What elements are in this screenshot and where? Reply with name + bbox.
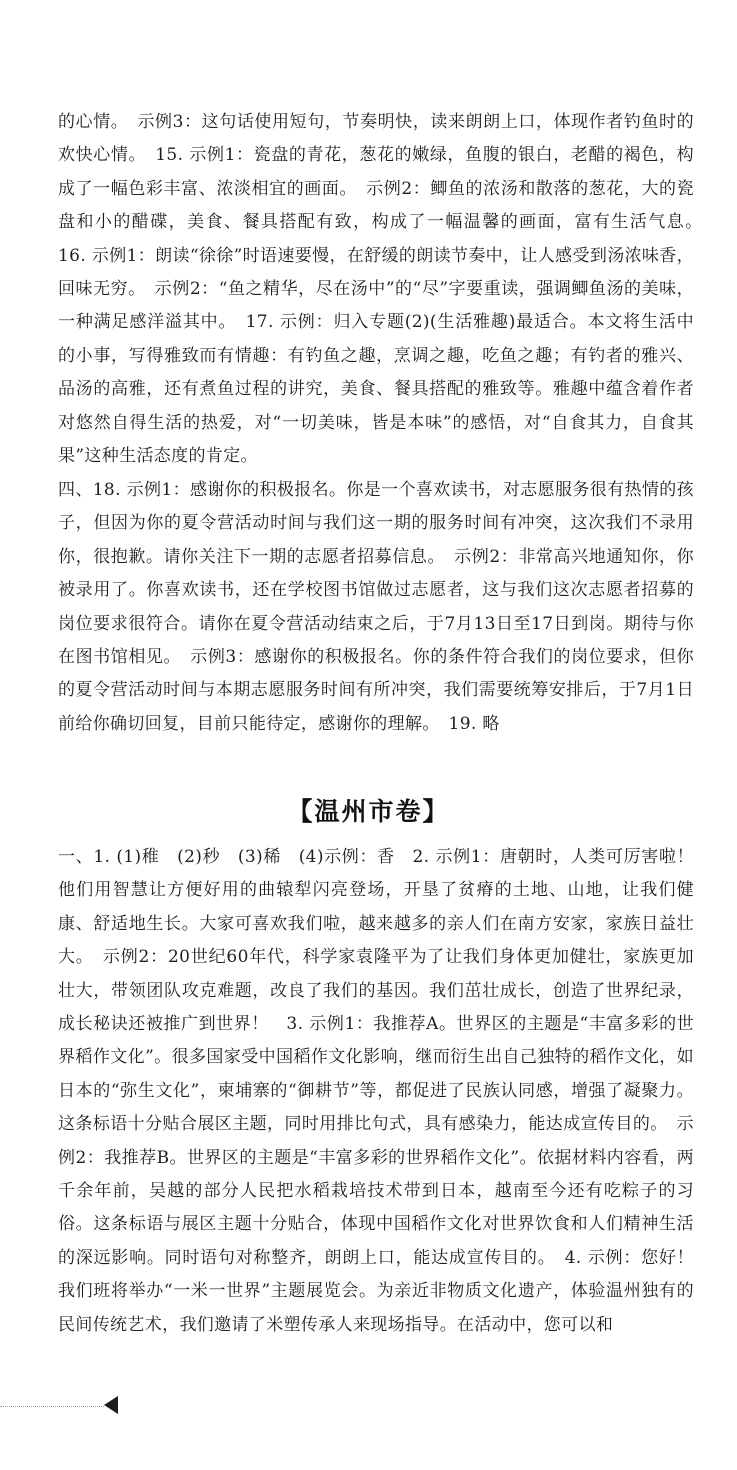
answer-paragraph-18-19: 四、18. 示例1：感谢你的积极报名。你是一个喜欢读书，对志愿服务很有热情的孩子，但因为你的夏令营活动时间与我们这一期的服务时间有冲突，这次我们不录用你，很抱歉。请你关注下一期的志愿者招募信息。 示例2：非常高兴地通知你，你被录用了。你喜欢读书，还在学校图书馆做过志愿者，这与我们这次志愿者招募的岗位要求很符合。请你在夏令营活动结束之后，于7月13日至17日到岗。期待与你在图书馆相见。 示例3：感谢你的积极报名。你的条件符合我们的岗位要求，但你的夏令营活动时间与本期志愿服务时间有所冲突，我们需要统筹安排后，于7月1日前给你确切回复，目前只能待定，感谢你的理解。 19. 略	[58, 480, 694, 734]
answer-block-section-four	[58, 474, 694, 741]
section-title: 【温州市卷】	[287, 797, 450, 826]
answer-paragraph-14-17: 的心情。 示例3：这句话使用短句，节奏明快，读来朗朗上口，体现作者钓鱼时的欢快心情。 15. 示例1：瓷盘的青花，葱花的嫩绿，鱼腹的银白，老醋的褐色，构成了一幅色彩丰富、浓淡相宜的画面。 示例2：鲫鱼的浓汤和散落的葱花，大的瓷盘和小的醋碟，美食、餐具搭配有致，构成了一幅温馨的画面，富有生活气息。 16. 示例1：朗读“徐徐”时语速要慢，在舒缓的朗读节奏中，让人感受到汤浓味香，回味无穷。 示例2：“鱼之精华，尽在汤中”的“尽”字要重读，强调鲫鱼汤的美味，一种满足感洋溢其中。 17. 示例：归入专题(2)(生活雅趣)最适合。本文将生活中的小事，写得雅致而有情趣：有钓鱼之趣，烹调之趣，吃鱼之趣；有钓者的雅兴、品汤的高雅，还有煮鱼过程的讲究，美食、餐具搭配的雅致等。雅趣中蕴含着作者对悠然自得生活的热爱，对“一切美味，皆是本味”的感悟，对“自食其力，自食其果”这种生活态度的肯定。	[58, 112, 712, 467]
answer-block-reading	[58, 106, 712, 473]
answer-paragraph-1-4: 一、1. (1)稚 (2)秒 (3)稀 (4)示例：香 2. 示例1：唐朝时，人类可厉害啦！他们用智慧让方便好用的曲辕犁闪亮登场，开垦了贫瘠的土地、山地，让我们健康、舒适地生长。大家可喜欢我们啦，越来越多的亲人们在南方安家，家族日益壮大。 示例2：20世纪60年代，科学家袁隆平为了让我们身体更加健壮，家族更加壮大，带领团队攻克难题，改良了我们的基因。我们茁壮成长，创造了世界纪录，成长秘诀还被推广到世界！ 3. 示例1：我推荐A。世界区的主题是“丰富多彩的世界稻作文化”。很多国家受中国稻作文化影响，继而衍生出自己独特的稻作文化，如日本的“弥生文化”，柬埔寨的“御耕节”等，都促进了民族认同感，增强了凝聚力。这条标语十分贴合展区主题，同时用排比句式，具有感染力，能达成宣传目的。 示例2：我推荐B。世界区的主题是“丰富多彩的世界稻作文化”。依据材料内容看，两千余年前，吴越的部分人民把水稻栽培技术带到日本，越南至今还有吃粽子的习俗。这条标语与展区主题十分贴合，体现中国稻作文化对世界饮食和人们精神生活的深远影响。同时语句对称整齐，朗朗上口，能达成宣传目的。 4. 示例：您好！我们班将举办“一米一世界”主题展览会。为亲近非物质文化遗产，体验温州独有的民间传统艺术，我们邀请了米塑传承人来现场指导。在活动中，您可以和	[58, 847, 694, 1335]
answer-block-wenzhou	[58, 841, 694, 1342]
footer-dotted-line	[0, 1406, 104, 1407]
left-arrow-icon	[104, 1396, 118, 1414]
